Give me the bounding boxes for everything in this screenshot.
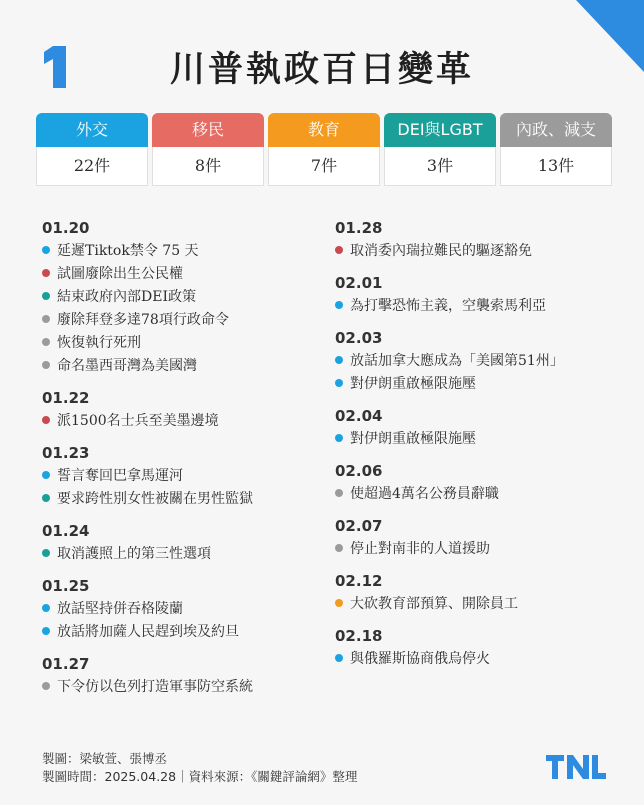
category-card [36,113,148,186]
event-text: 命名墨西哥灣為美國灣 [57,358,197,374]
event-text: 與俄羅斯協商俄烏停火 [350,651,490,667]
event-text: 放話將加薩人民趕到埃及約旦 [57,624,239,640]
event-item [42,355,322,378]
date-label: 02.03 [335,329,383,347]
category-dot-icon [42,338,50,346]
date-group [42,216,322,378]
event-item [335,240,625,263]
event-item [335,648,625,671]
event-item [335,373,625,396]
category-label: 內政、減支 [500,113,612,147]
category-dot-icon [42,269,50,277]
event-item [42,332,322,355]
date-group [335,404,625,451]
event-text: 下令仿以色列打造軍事防空系統 [57,679,253,695]
category-label: 移民 [152,113,264,147]
date-label: 01.22 [42,389,90,407]
event-text: 停止對南非的人道援助 [350,541,490,557]
source-text: 製圖時間：2025.04.28｜資料來源：《關鍵評論網》整理 [42,769,358,784]
event-item [42,598,322,621]
category-dot-icon [335,654,343,662]
event-text: 取消護照上的第三性選項 [57,546,211,562]
event-item [42,543,322,566]
category-card [384,113,496,186]
footer [42,750,357,786]
category-dot-icon [42,315,50,323]
event-item [335,350,625,373]
category-dot-icon [335,544,343,552]
event-text: 廢除拜登多達78項行政命令 [57,312,229,328]
date-group [335,271,625,318]
category-dot-icon [42,416,50,424]
category-dot-icon [42,292,50,300]
credit-text: 製圖：梁敏萱、張博丞 [42,751,168,766]
event-item [42,286,322,309]
category-dot-icon [42,494,50,502]
event-item [42,676,322,699]
category-dot-icon [42,549,50,557]
date-label: 02.06 [335,462,383,480]
category-label: DEI與LGBT [384,113,496,147]
date-label: 01.23 [42,444,90,462]
tnl-logo [546,754,606,780]
date-group [42,386,322,433]
event-item [42,410,322,433]
category-dot-icon [42,471,50,479]
category-dot-icon [335,434,343,442]
date-group [42,441,322,511]
category-dot-icon [335,599,343,607]
timeline-right-column [335,216,625,679]
category-dot-icon [42,627,50,635]
event-text: 取消委內瑞拉難民的驅逐豁免 [350,243,532,259]
event-text: 對伊朗重啟極限施壓 [350,376,476,392]
event-item [42,240,322,263]
event-item [42,465,322,488]
date-label: 01.20 [42,219,90,237]
page-title: 川普執政百日變革 [169,49,474,90]
event-text: 延遲Tiktok禁令 75 天 [57,243,199,259]
event-item [335,538,625,561]
event-text: 放話加拿大應成為「美國第51州」 [350,353,564,369]
event-text: 為打擊恐怖主義，空襲索馬利亞 [350,298,546,314]
category-count: 22件 [36,147,148,186]
category-dot-icon [42,604,50,612]
date-label: 01.28 [335,219,383,237]
category-card [152,113,264,186]
category-summary [36,113,612,186]
category-dot-icon [335,301,343,309]
category-dot-icon [335,246,343,254]
event-item [42,263,322,286]
event-item [335,483,625,506]
event-text: 使超過4萬名公務員辭職 [350,486,499,502]
category-dot-icon [335,356,343,364]
date-group [335,216,625,263]
event-text: 試圖廢除出生公民權 [57,266,183,282]
category-card [500,113,612,186]
category-count: 3件 [384,147,496,186]
date-group [335,624,625,671]
event-text: 誓言奪回巴拿馬運河 [57,468,183,484]
date-group [42,652,322,699]
date-group [335,514,625,561]
date-group [335,569,625,616]
date-group [335,326,625,396]
event-item [42,309,322,332]
date-label: 01.27 [42,655,90,673]
category-count: 8件 [152,147,264,186]
event-item [335,295,625,318]
event-item [335,593,625,616]
date-group [42,519,322,566]
event-text: 大砍教育部預算、開除員工 [350,596,518,612]
event-text: 放話堅持併吞格陵蘭 [57,601,183,617]
category-dot-icon [42,682,50,690]
category-dot-icon [42,361,50,369]
event-item [335,428,625,451]
event-text: 對伊朗重啟極限施壓 [350,431,476,447]
date-label: 02.07 [335,517,383,535]
date-label: 02.04 [335,407,383,425]
event-item [42,488,322,511]
date-label: 01.25 [42,577,90,595]
category-count: 13件 [500,147,612,186]
category-card [268,113,380,186]
date-label: 01.24 [42,522,90,540]
category-dot-icon [42,246,50,254]
event-text: 要求跨性別女性被關在男性監獄 [57,491,253,507]
category-dot-icon [335,379,343,387]
category-dot-icon [335,489,343,497]
category-label: 外交 [36,113,148,147]
event-text: 恢復執行死刑 [57,335,141,351]
date-group [335,459,625,506]
category-label: 教育 [268,113,380,147]
timeline-left-column [42,216,322,707]
date-label: 02.18 [335,627,383,645]
event-item [42,621,322,644]
event-text: 結束政府內部DEI政策 [57,289,196,305]
date-label: 02.12 [335,572,383,590]
event-text: 派1500名士兵至美墨邊境 [57,413,219,429]
category-count: 7件 [268,147,380,186]
date-group [42,574,322,644]
date-label: 02.01 [335,274,383,292]
